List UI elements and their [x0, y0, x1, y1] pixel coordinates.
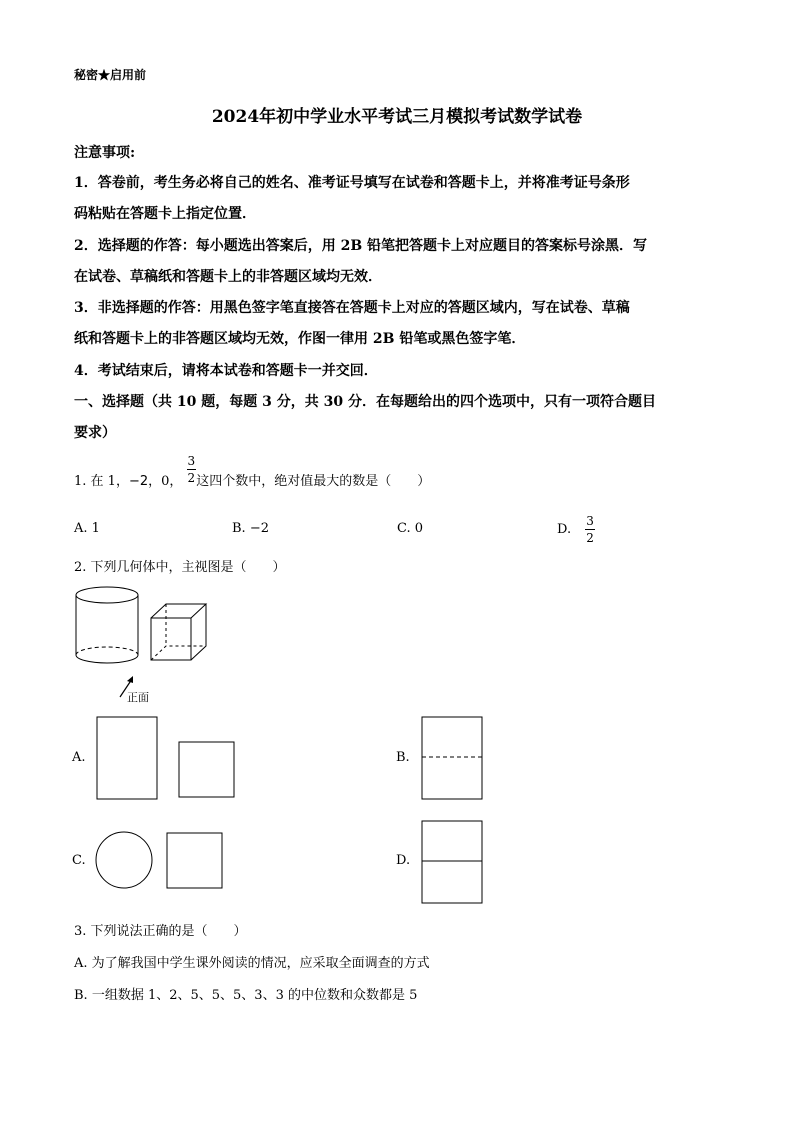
q1-neg-two: −2	[128, 474, 149, 489]
q2-option-a-label: A.	[72, 750, 86, 765]
q1-fraction	[187, 454, 197, 485]
q1-prefix: 1. 在 1，	[74, 474, 129, 489]
q3-option-b: B. 一组数据 1、2、5、5、5、3、3 的中位数和众数都是 5	[74, 988, 418, 1003]
cube-right-face	[191, 604, 206, 660]
option-a-tall-rectangle	[97, 717, 157, 799]
front-view-label: 正面	[127, 691, 149, 704]
q2-option-a-figure	[96, 716, 236, 800]
option-a-square	[179, 742, 234, 797]
q1-fraction-numerator: 3	[187, 454, 196, 468]
q2-option-c-figure	[94, 830, 226, 890]
q1-option-a: A. 1	[74, 521, 100, 536]
notice-2-line-2: 在试卷、草稿纸和答题卡上的非答题区域均无效．	[74, 269, 382, 285]
notice-2-line-1: 2．选择题的作答：每小题选出答案后，用 2B 铅笔把答题卡上对应题目的答案标号涂黑．写	[74, 238, 648, 254]
option-c-circle	[96, 832, 152, 888]
q1-option-d-label: D.	[557, 522, 572, 537]
q2-option-b-label: B.	[396, 750, 410, 765]
q2-solid-figure	[70, 585, 220, 705]
cylinder-bottom-back	[76, 647, 138, 655]
q1-option-d	[557, 510, 595, 550]
q2-option-d-label: D.	[396, 853, 411, 868]
exam-title: 2024年初中学业水平考试三月模拟考试数学试卷	[211, 107, 583, 127]
section-1-heading-line-1: 一、选择题（共 10 题，每题 3 分，共 30 分．在每题给出的四个选项中，只有一项符合题目	[74, 394, 656, 410]
q1-option-d-numerator: 3	[586, 514, 594, 528]
notice-1-line-1: 1．答卷前，考生务必将自己的姓名、准考证号填写在试卷和答题卡上，并将准考证号条形	[74, 175, 630, 191]
q1-suffix: 这四个数中，绝对值最大的数是（ ）	[196, 474, 431, 489]
option-b-rectangle	[422, 717, 482, 799]
confidential-label: 秘密★启用前	[74, 68, 147, 82]
cube-front-face	[151, 618, 191, 660]
q1-option-c: C. 0	[397, 521, 424, 536]
q3-option-a: A. 为了解我国中学生课外阅读的情况，应采取全面调查的方式	[74, 956, 430, 971]
q1-option-d-fraction	[585, 514, 595, 545]
notices-heading: 注意事项:	[74, 145, 136, 161]
option-c-square	[167, 833, 222, 888]
question-3-stem: 3. 下列说法正确的是（ ）	[74, 924, 247, 939]
notice-4: 4．考试结束后，请将本试卷和答题卡一并交回．	[74, 363, 378, 379]
cylinder-bottom-front	[76, 655, 138, 663]
q1-fraction-bar	[187, 469, 197, 470]
notice-3-line-1: 3．非选择题的作答：用黑色签字笔直接答在答题卡上对应的答题区域内，写在试卷、草稿	[74, 300, 630, 316]
option-d-rectangle	[422, 821, 482, 903]
q1-fraction-denominator: 2	[187, 471, 196, 485]
cube-hidden-edges	[151, 646, 206, 660]
cube-top-face	[151, 604, 206, 618]
q1-option-d-bar	[585, 529, 595, 530]
q1-separator: ，0，	[148, 474, 183, 489]
q1-option-d-denominator: 2	[586, 531, 594, 545]
q2-option-b-figure	[421, 716, 483, 800]
q2-option-d-figure	[421, 820, 483, 904]
q1-option-b: B. −2	[232, 521, 269, 536]
section-1-heading-line-2: 要求）	[74, 425, 116, 441]
cylinder-top-ellipse	[76, 587, 138, 603]
front-arrow-head	[127, 676, 133, 683]
question-2-stem: 2. 下列几何体中，主视图是（ ）	[74, 560, 286, 575]
q2-option-c-label: C.	[72, 853, 86, 868]
notice-3-line-2: 纸和答题卡上的非答题区域均无效，作图一律用 2B 铅笔或黑色签字笔．	[74, 331, 526, 347]
question-1-stem	[74, 455, 430, 509]
notice-1-line-2: 码粘贴在答题卡上指定位置．	[74, 206, 256, 222]
